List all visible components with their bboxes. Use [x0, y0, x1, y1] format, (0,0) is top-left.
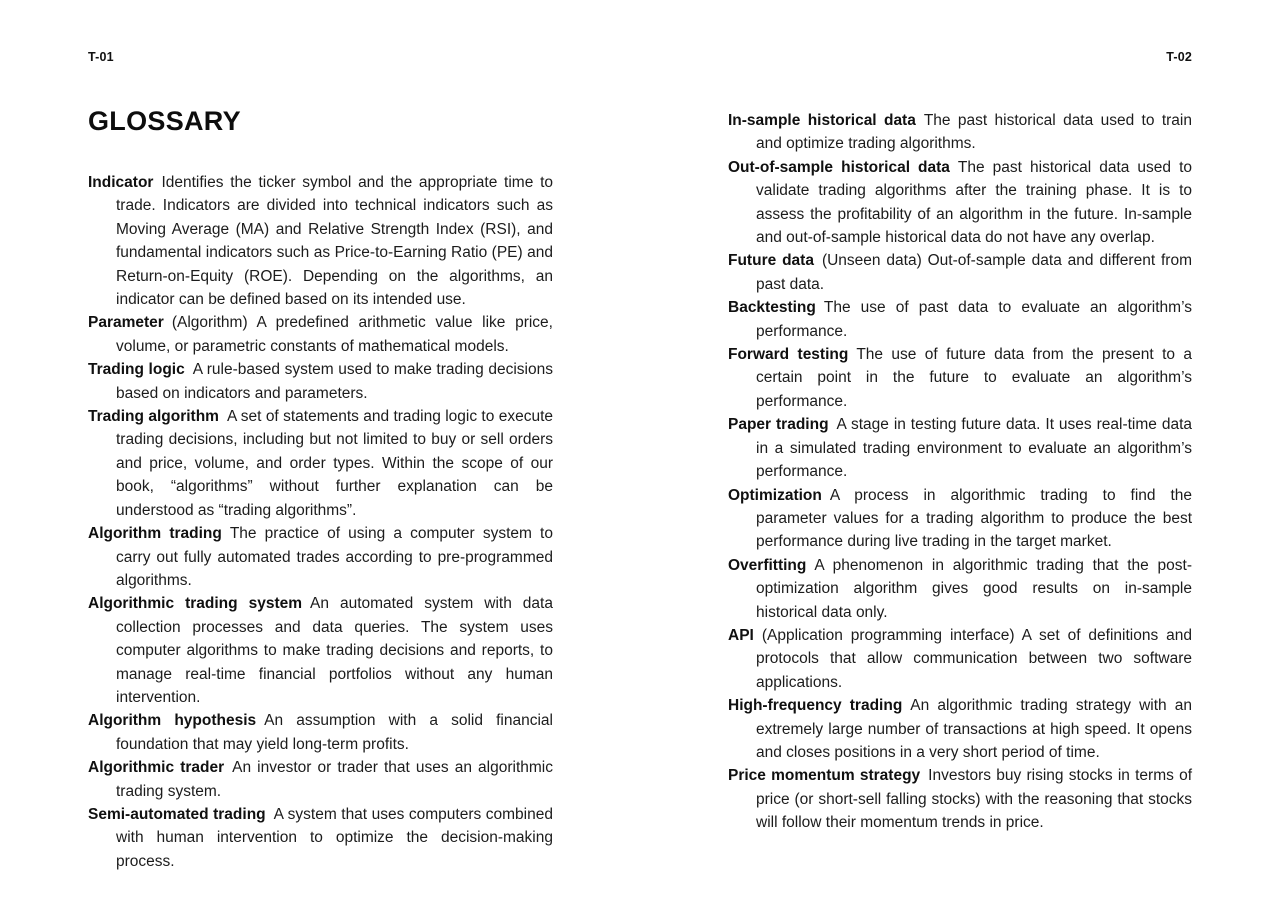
glossary-term: In-sample historical data — [728, 112, 916, 129]
glossary-term: Parameter — [88, 314, 164, 332]
glossary-entry — [728, 156, 1192, 250]
glossary-definition: The use of future data from the present to a certain point in the future to evaluate an algorithm’s performance. — [756, 346, 1192, 410]
glossary-definition: An automated system with data collection processes and data queries. The system uses computer algorithms to make trading decisions and reports, to manage real-time financial portfolios without any human intervention. — [116, 595, 553, 706]
glossary-entry — [728, 109, 1192, 156]
glossary-term: Price momentum strategy — [728, 767, 921, 785]
glossary-term: API — [728, 626, 754, 644]
glossary-entry — [88, 709, 553, 756]
glossary-term: Paper trading — [728, 416, 829, 434]
glossary-definition: A set of statements and trading logic to execute trading decisions, including but not limited to buy or sell orders and price, volume, and order types. Within the scope of our book, “algorithms” without further explanation can be understood as “trading algorithms”. — [116, 408, 553, 519]
glossary-definition: The use of past data to evaluate an algorithm’s performance. — [756, 299, 1192, 340]
glossary-definition: An assumption with a solid financial foundation that may yield long-term profits. — [116, 712, 553, 753]
glossary-definition: (Unseen data) Out-of-sample data and different from past data. — [756, 252, 1192, 293]
page-left — [88, 50, 553, 873]
glossary-entries-right — [728, 109, 1192, 835]
glossary-entry — [728, 484, 1192, 554]
glossary-definition: The past historical data used to validate trading algorithms after the training phase. It is to assess the profitability of an algorithm in the future. In-sample and out-of-sample historical data do not have any overlap. — [756, 158, 1192, 247]
glossary-entry — [88, 171, 553, 311]
glossary-term: Out-of-sample historical data — [728, 158, 950, 176]
glossary-entries-left — [88, 171, 553, 873]
glossary-entry — [728, 624, 1192, 694]
glossary-entry — [88, 522, 553, 592]
glossary-entry — [88, 311, 553, 358]
glossary-definition: Investors buy rising stocks in terms of price (or short-sell falling stocks) with the reasoning that stocks will follow their momentum trends in price. — [756, 767, 1192, 832]
glossary-term: Semi-automated trading — [88, 805, 266, 823]
glossary-definition: An investor or trader that uses an algorithmic trading system. — [116, 759, 553, 800]
glossary-definition: An algorithmic trading strategy with an extremely large number of transactions at high speed. It opens and closes positions in a very short period of time. — [756, 697, 1192, 761]
glossary-entry — [728, 343, 1192, 413]
page-right — [728, 50, 1192, 835]
glossary-entry — [728, 694, 1192, 764]
glossary-term: Trading logic — [88, 361, 185, 379]
glossary-entry — [88, 803, 553, 873]
glossary-entry — [728, 554, 1192, 624]
glossary-entry — [728, 413, 1192, 483]
glossary-term: Forward testing — [728, 346, 849, 364]
glossary-entry — [728, 764, 1192, 834]
glossary-entry — [88, 592, 553, 709]
glossary-term: Algorithmic trading system — [88, 595, 303, 613]
glossary-definition: The past historical data used to train and optimize trading algorithms. — [756, 112, 1192, 153]
glossary-entry — [88, 358, 553, 405]
glossary-definition: A process in algorithmic trading to find the parameter values for a trading algorithm to produce the best performance during live trading in the target market. — [756, 486, 1192, 551]
glossary-term: Trading algorithm — [88, 408, 219, 426]
glossary-definition: A rule-based system used to make trading decisions based on indicators and parameters. — [116, 361, 553, 402]
glossary-definition: A system that uses computers combined with human intervention to optimize the decision-making process. — [116, 805, 553, 870]
glossary-title: GLOSSARY — [88, 106, 241, 136]
page-number-left: T-01 — [88, 50, 114, 64]
glossary-definition: (Application programming interface) A set of definitions and protocols that allow communication between two software applications. — [756, 626, 1192, 691]
glossary-term: Algorithm hypothesis — [88, 712, 257, 730]
glossary-definition: (Algorithm) A predefined arithmetic value like price, volume, or parametric constants of mathematical models. — [116, 314, 553, 355]
glossary-definition: Identifies the ticker symbol and the appropriate time to trade. Indicators are divided into technical indicators such as Moving Average (MA) and Relative Strength Index (RSI), and fundamental indicators such as Price-to-Earning Ratio (PE) and Return-on-Equity (ROE). Depending on the algorithms, an indicator can be defined based on its intended use. — [116, 174, 553, 309]
glossary-term: High-frequency trading — [728, 697, 903, 715]
glossary-term: Algorithmic trader — [88, 759, 225, 777]
glossary-term: Optimization — [728, 486, 822, 504]
glossary-definition: A stage in testing future data. It uses real-time data in a simulated trading environment to evaluate an algorithm’s performance. — [756, 416, 1192, 481]
glossary-term: Backtesting — [728, 299, 816, 317]
glossary-term: Future data — [728, 252, 814, 270]
glossary-definition: The practice of using a computer system to carry out fully automated trades according to pre-programmed algorithms. — [116, 525, 553, 589]
glossary-definition: A phenomenon in algorithmic trading that the post-optimization algorithm gives good results on in-sample historical data only. — [756, 556, 1192, 621]
glossary-term: Indicator — [88, 174, 154, 191]
glossary-term: Algorithm trading — [88, 525, 222, 543]
page-number-right: T-02 — [1166, 50, 1192, 64]
glossary-entry — [88, 405, 553, 522]
glossary-entry — [728, 296, 1192, 343]
glossary-term: Overfitting — [728, 556, 807, 574]
glossary-entry — [728, 249, 1192, 296]
glossary-entry — [88, 756, 553, 803]
